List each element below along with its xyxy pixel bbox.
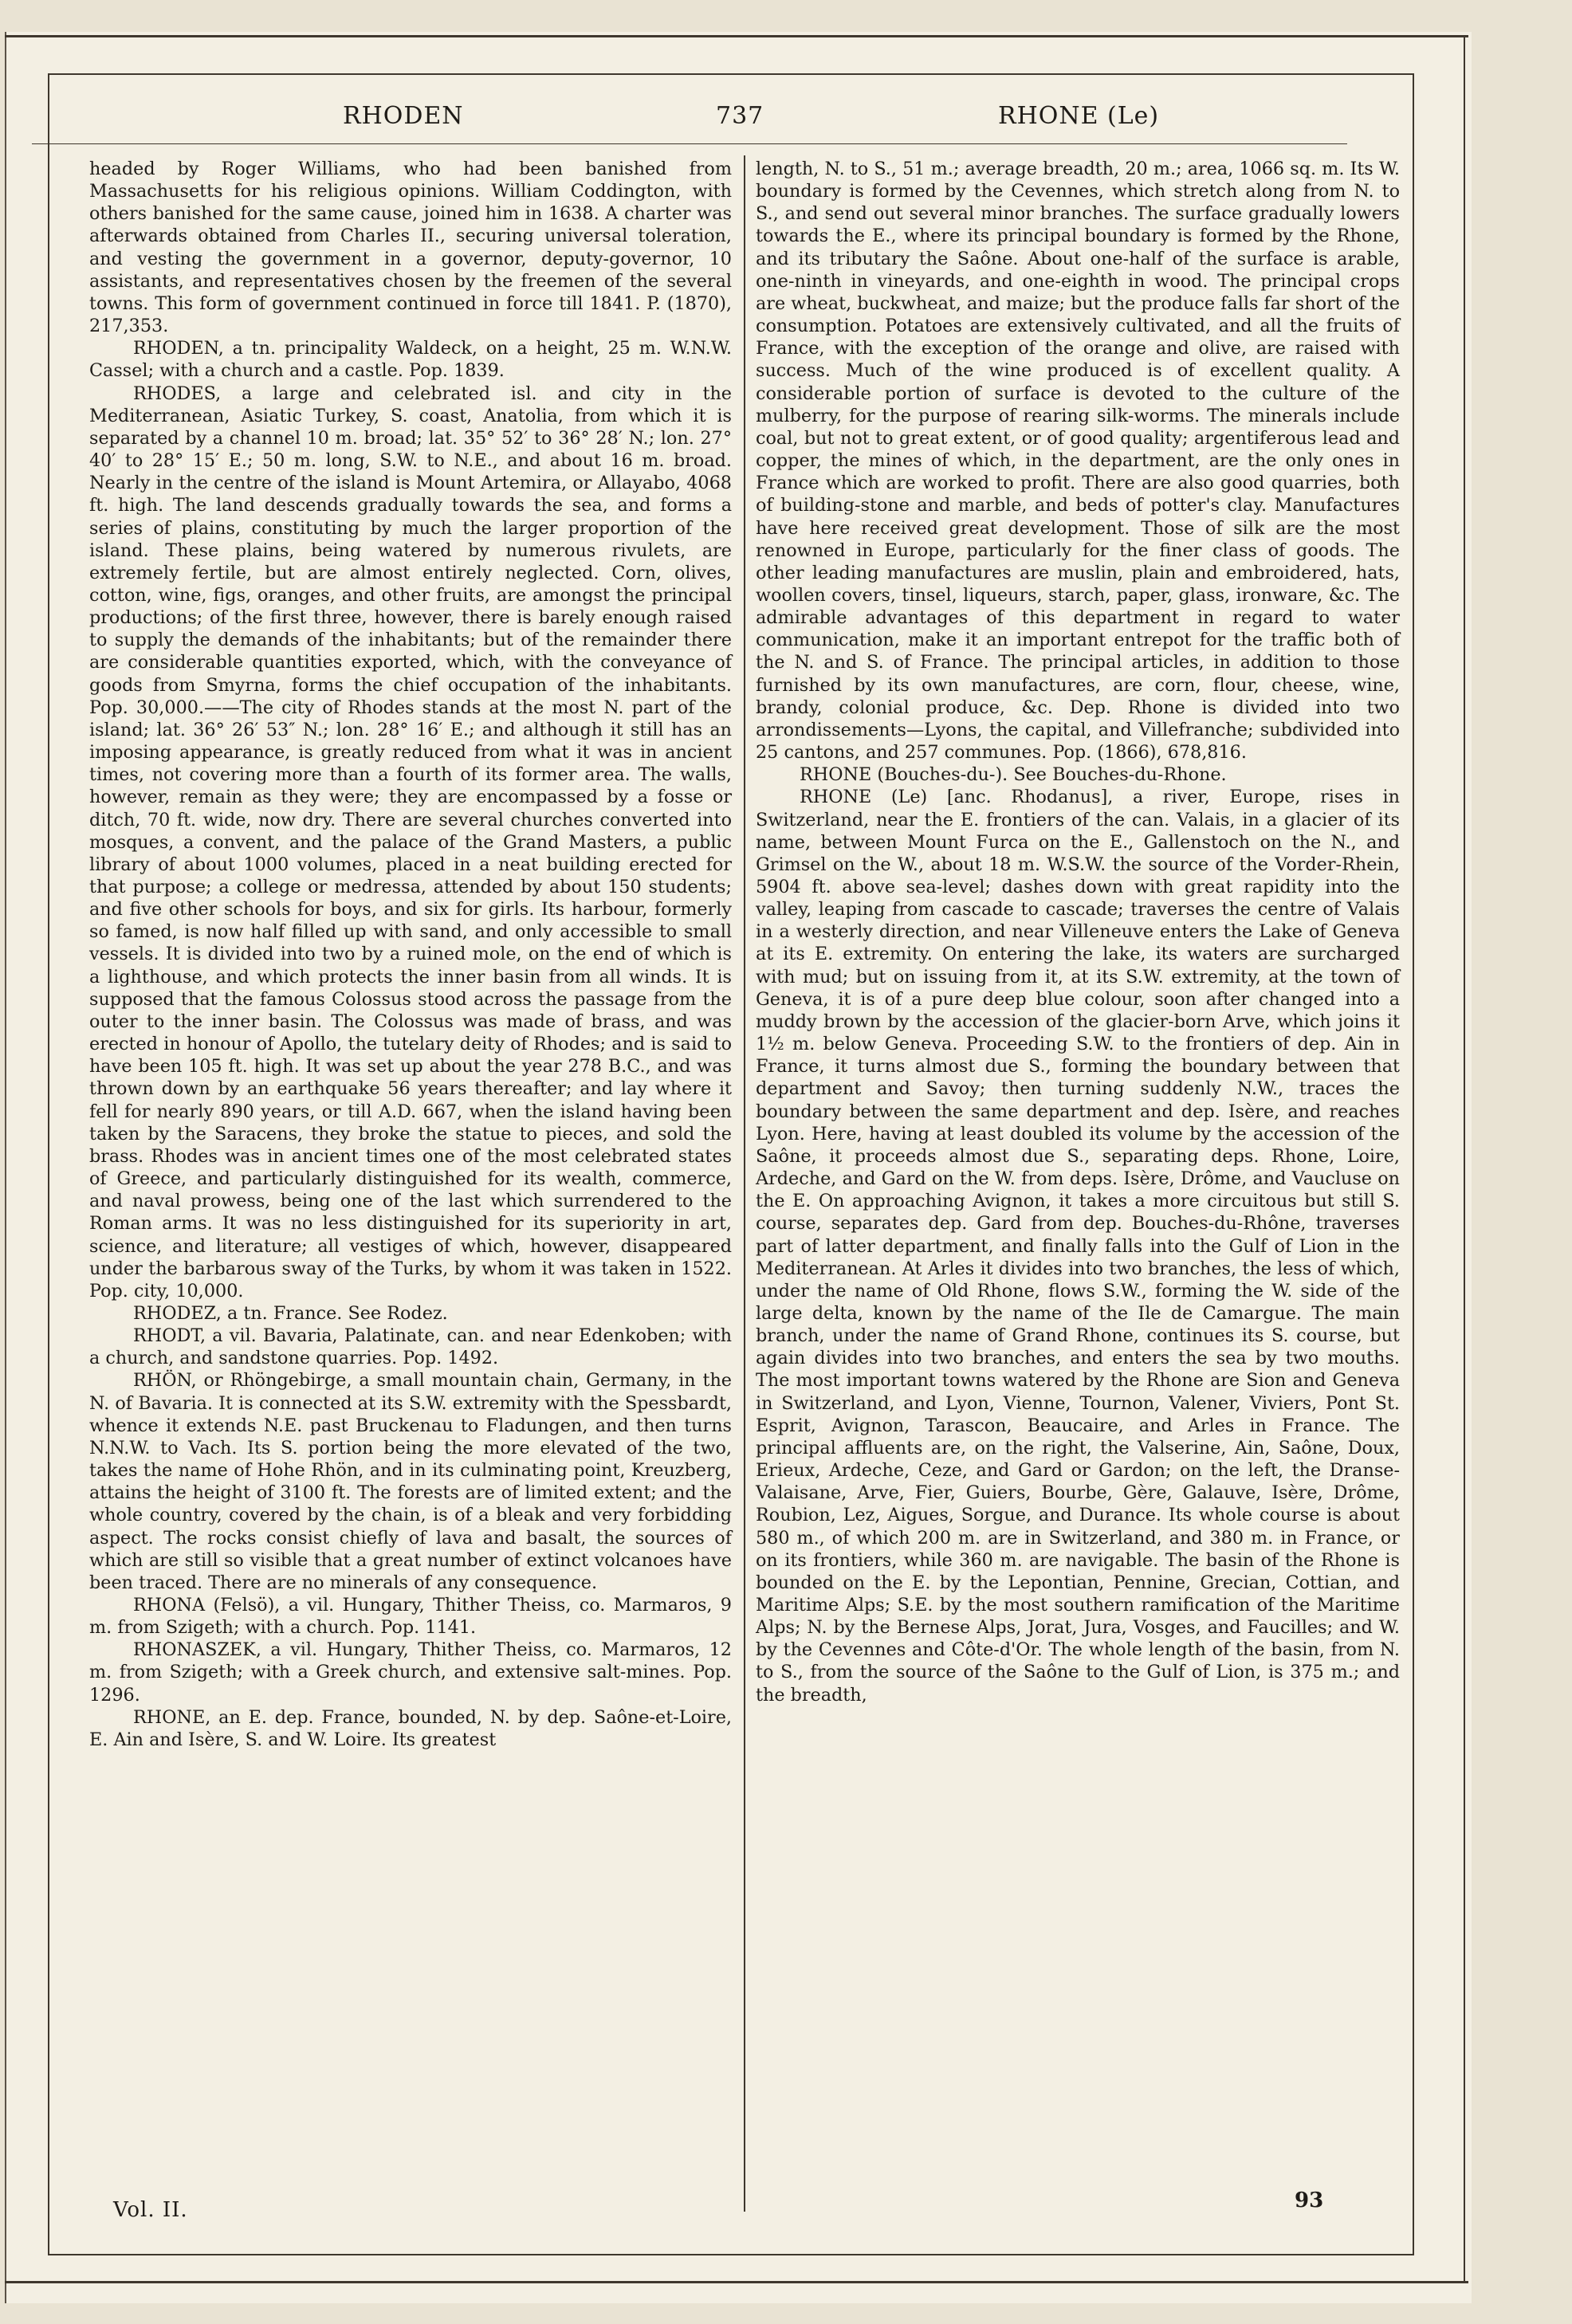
- entry-rhone-dep: RHONE, an E. dep. France, bounded, N. by dep. Saône-et-Loire, E. Ain and Isère, S. and W. Loire. Its greatest: [89, 1706, 732, 1750]
- entry-rhoden: RHODEN, a tn. principality Waldeck, on a height, 25 m. W.N.W. Cassel; with a church and a castle. Pop. 1839.: [89, 338, 732, 382]
- entry-rhodt: RHODT, a vil. Bavaria, Palatinate, can. and near Edenkoben; with a church, and sandstone quarries. Pop. 1492.: [89, 1325, 732, 1369]
- outer-bottom-rule: [5, 2281, 1468, 2283]
- entry-rhodez: RHODEZ, a tn. France. See Rodez.: [133, 1302, 448, 1324]
- left-column: [89, 158, 732, 1751]
- paragraph: headed by Roger Williams, who had been banished from Massachusetts for his religious opinions. William Coddington, with others banished for the same cause, joined him in 1638. A charter was afterwards obtained from Charles II., securing universal toleration, and vesting the government in a governor, deputy-governor, 10 assistants, and representatives chosen by the freemen of the several towns. This form of government continued in force till 1841. P. (1870), 217,353.: [89, 159, 732, 337]
- entry-rhon: RHÖN, or Rhöngebirge, a small mountain chain, Germany, in the N. of Bavaria. It is connected at its S.W. extremity with the Spessbardt, whence it extends N.E. past Bruckenau to Fladungen, and then turns N.N.W. to Vach. Its S. portion being the more elevated of the two, takes the name of Hohe Rhön, and in its culminating point, Kreuzberg, attains the height of 3100 ft. The forests are of limited extent; and the whole country, covered by the chain, is of a bleak and very forbidding aspect. The rocks consist chiefly of lava and basalt, the sources of which are still so visible that a great number of extinct volcanoes have been traced. There are no minerals of any consequence.: [89, 1370, 732, 1593]
- entry-rhone-river: RHONE (Le) [anc. Rhodanus], a river, Europe, rises in Switzerland, near the E. frontiers of the can. Valais, in a glacier of its name, between Mount Furca on the E., Gallenstoch on the N., and Grimsel on the W., about 18 m. W.S.W. the source of the Vorder-Rhein, 5904 ft. above sea-level; dashes down with great rapidity into the valley, leaping from cascade to cascade; traverses the centre of Valais in a westerly direction, and near Villeneuve enters the Lake of Geneva at its E. extremity. On entering the lake, its waters are surcharged with mud; but on issuing from it, at its S.W. extremity, at the town of Geneva, it is of a pure deep blue colour, soon after changed into a muddy brown by the accession of the glacier-born Arve, which joins it 1½ m. below Geneva. Proceeding S.W. to the frontiers of dep. Ain in France, it turns almost due S., forming the boundary between that department and Savoy; then turning suddenly N.W., traces the boundary between the same department and dep. Isère, and reaches Lyon. Here, having at least doubled its volume by the accession of the Saône, it proceeds almost due S., separating deps. Rhone, Loire, Ardeche, and Gard on the W. from deps. Isère, Drôme, and Vaucluse on the E. On approaching Avignon, it takes a more circuitous but still S. course, separates dep. Gard from dep. Bouches-du-Rhône, traverses part of latter department, and finally falls into the Gulf of Lion in the Mediterranean. At Arles it divides into two branches, the less of which, under the name of Old Rhone, flows S.W., forming the W. side of the large delta, known by the name of the Ile de Camargue. The main branch, under the name of Grand Rhone, continues its S. course, but again divides into two branches, and enters the sea by two mouths. The most important towns watered by the Rhone are Sion and Geneva in Switzerland, and Lyon, Vienne, Tournon, Valener, Viviers, Pont St. Esprit, Avignon, Tarascon, Beaucaire, and Arles in France. The principal affluents are, on the right, the Valserine, Ain, Saône, Doux, Erieux, Ardeche, Ceze, and Gard or Gardon; on the left, the Dranse-Valaisane, Arve, Fier, Guiers, Bourbe, Gère, Galauve, Isère, Drôme, Roubion, Lez, Aigues, Sorgue, and Durance. Its whole course is about 580 m., of which 200 m. are in Switzerland, and 380 m. in France, or on its frontiers, while 360 m. are navigable. The basin of the Rhone is bounded on the E. by the Lepontian, Pennine, Grecian, Cottian, and Maritime Alps; S.E. by the most southern ramification of the Maritime Alps; N. by the Bernese Alps, Jorat, Jura, Vosges, and Faucilles; and W. by the Cevennes and Côte-d'Or. The whole length of the basin, from N. to S., from the source of the Saône to the Gulf of Lion, is 375 m.; and the breadth,: [756, 787, 1400, 1706]
- volume-mark: Vol. II.: [113, 2198, 188, 2222]
- entry-rhone-bouches: RHONE (Bouches-du-). See Bouches-du-Rhone.: [800, 764, 1227, 786]
- inner-bottom-rule: [48, 2254, 1414, 2255]
- inner-left-rule: [48, 73, 49, 2255]
- page-number: 737: [716, 102, 764, 130]
- outer-top-rule: [5, 35, 1468, 37]
- header-right-word: RHONE (Le): [998, 102, 1160, 130]
- signature-mark: 93: [1295, 2189, 1324, 2212]
- header-rule: [32, 143, 1347, 144]
- entry-rhodes: RHODES, a large and celebrated isl. and city in the Mediterranean, Asiatic Turkey, S. coast, Anatolia, from which it is separated by a channel 10 m. broad; lat. 35° 52′ to 36° 28′ N.; lon. 27° 40′ to 28° 15′ E.; 50 m. long, S.W. to N.E., and about 16 m. broad. Nearly in the centre of the island is Mount Artemira, or Allayabo, 4068 ft. high. The land descends gradually towards the sea, and forms a series of plains, constituting by much the larger proportion of the island. These plains, being watered by numerous rivulets, are extremely fertile, but are almost entirely neglected. Corn, olives, cotton, wine, figs, oranges, and other fruits, are amongst the principal productions; of the first three, however, there is barely enough raised to supply the demands of the inhabitants; but of the remainder there are considerable quantities exported, which, with the conveyance of goods from Smyrna, forms the chief occupation of the inhabitants. Pop. 30,000.——The city of Rhodes stands at the most N. part of the island; lat. 36° 26′ 53″ N.; lon. 28° 16′ E.; and although it still has an imposing appearance, is greatly reduced from what it was in ancient times, not covering more than a fourth of its former area. The walls, however, remain as they were; they are encompassed by a fosse or ditch, 70 ft. wide, now dry. There are several churches converted into mosques, a convent, and the palace of the Grand Masters, a public library of about 1000 volumes, placed in a neat building erected for that purpose; a college or medressa, attended by about 150 students; and five other schools for boys, and six for girls. Its harbour, formerly so famed, is now half filled up with sand, and only accessible to small vessels. It is divided into two by a ruined mole, on the end of which is a lighthouse, and which protects the inner basin from all winds. It is supposed that the famous Colossus stood across the passage from the outer to the inner basin. The Colossus was made of brass, and was erected in honour of Apollo, the tutelary deity of Rhodes; and is said to have been 105 ft. high. It was set up about the year 278 B.C., and was thrown down by an earthquake 56 years thereafter; and lay where it fell for nearly 890 years, or till A.D. 667, when the island having been taken by the Saracens, they broke the statue to pieces, and sold the brass. Rhodes was in ancient times one of the most celebrated states of Greece, and particularly distinguished for its wealth, commerce, and naval prowess, being one of the last which surrendered to the Roman arms. It was no less distinguished for its superiority in art, science, and literature; all vestiges of which, however, disappeared under the barbarous sway of the Turks, by whom it was taken in 1522. Pop. city, 10,000.: [89, 383, 732, 1301]
- right-column: [756, 158, 1400, 1706]
- entry-rhonaszek: RHONASZEK, a vil. Hungary, Thither Theiss, co. Marmaros, 12 m. from Szigeth; with a Greek church, and extensive salt-mines. Pop. 1296.: [89, 1639, 732, 1706]
- running-header: [48, 94, 1414, 142]
- entry-rhona: RHONA (Felsö), a vil. Hungary, Thither Theiss, co. Marmaros, 9 m. from Szigeth; with a church. Pop. 1141.: [89, 1595, 732, 1639]
- column-divider: [744, 155, 745, 2212]
- outer-right-rule: [1464, 35, 1465, 2283]
- inner-top-rule: [48, 73, 1414, 75]
- inner-right-rule: [1413, 73, 1414, 2255]
- header-left-word: RHODEN: [343, 102, 464, 130]
- paragraph: length, N. to S., 51 m.; average breadth, 20 m.; area, 1066 sq. m. Its W. boundary is formed by the Cevennes, which stretch along from N. to S., and send out several minor branches. The surface gradually lowers towards the E., where its principal boundary is formed by the Rhone, and its tributary the Saône. About one-half of the surface is arable, one-ninth in vineyards, and one-eighth in wood. The principal crops are wheat, buckwheat, and maize; but the produce falls far short of the consumption. Potatoes are extensively cultivated, and all the fruits of France, with the exception of the orange and olive, are raised with success. Much of the wine produced is of excellent quality. A considerable portion of surface is devoted to the culture of the mulberry, for the purpose of rearing silk-worms. The minerals include coal, but not to great extent, or of good quality; argentiferous lead and copper, the mines of which, in the department, are the only ones in France which are worked to profit. There are also good quarries, both of building-stone and marble, and beds of potter's clay. Manufactures have here received great development. Those of silk are the most renowned in Europe, particularly for the finer class of goods. The other leading manufactures are muslin, plain and embroidered, hats, woollen covers, tinsel, liqueurs, starch, paper, glass, ironware, &c. The admirable advantages of this department in regard to water communication, make it an important entrepot for the traffic both of the N. and S. of France. The principal articles, in addition to those furnished by its own manufactures, are corn, flour, cheese, wine, brandy, colonial produce, &c. Dep. Rhone is divided into two arrondissements—Lyons, the capital, and Villefranche; subdivided into 25 cantons, and 257 communes. Pop. (1866), 678,816.: [756, 159, 1401, 764]
